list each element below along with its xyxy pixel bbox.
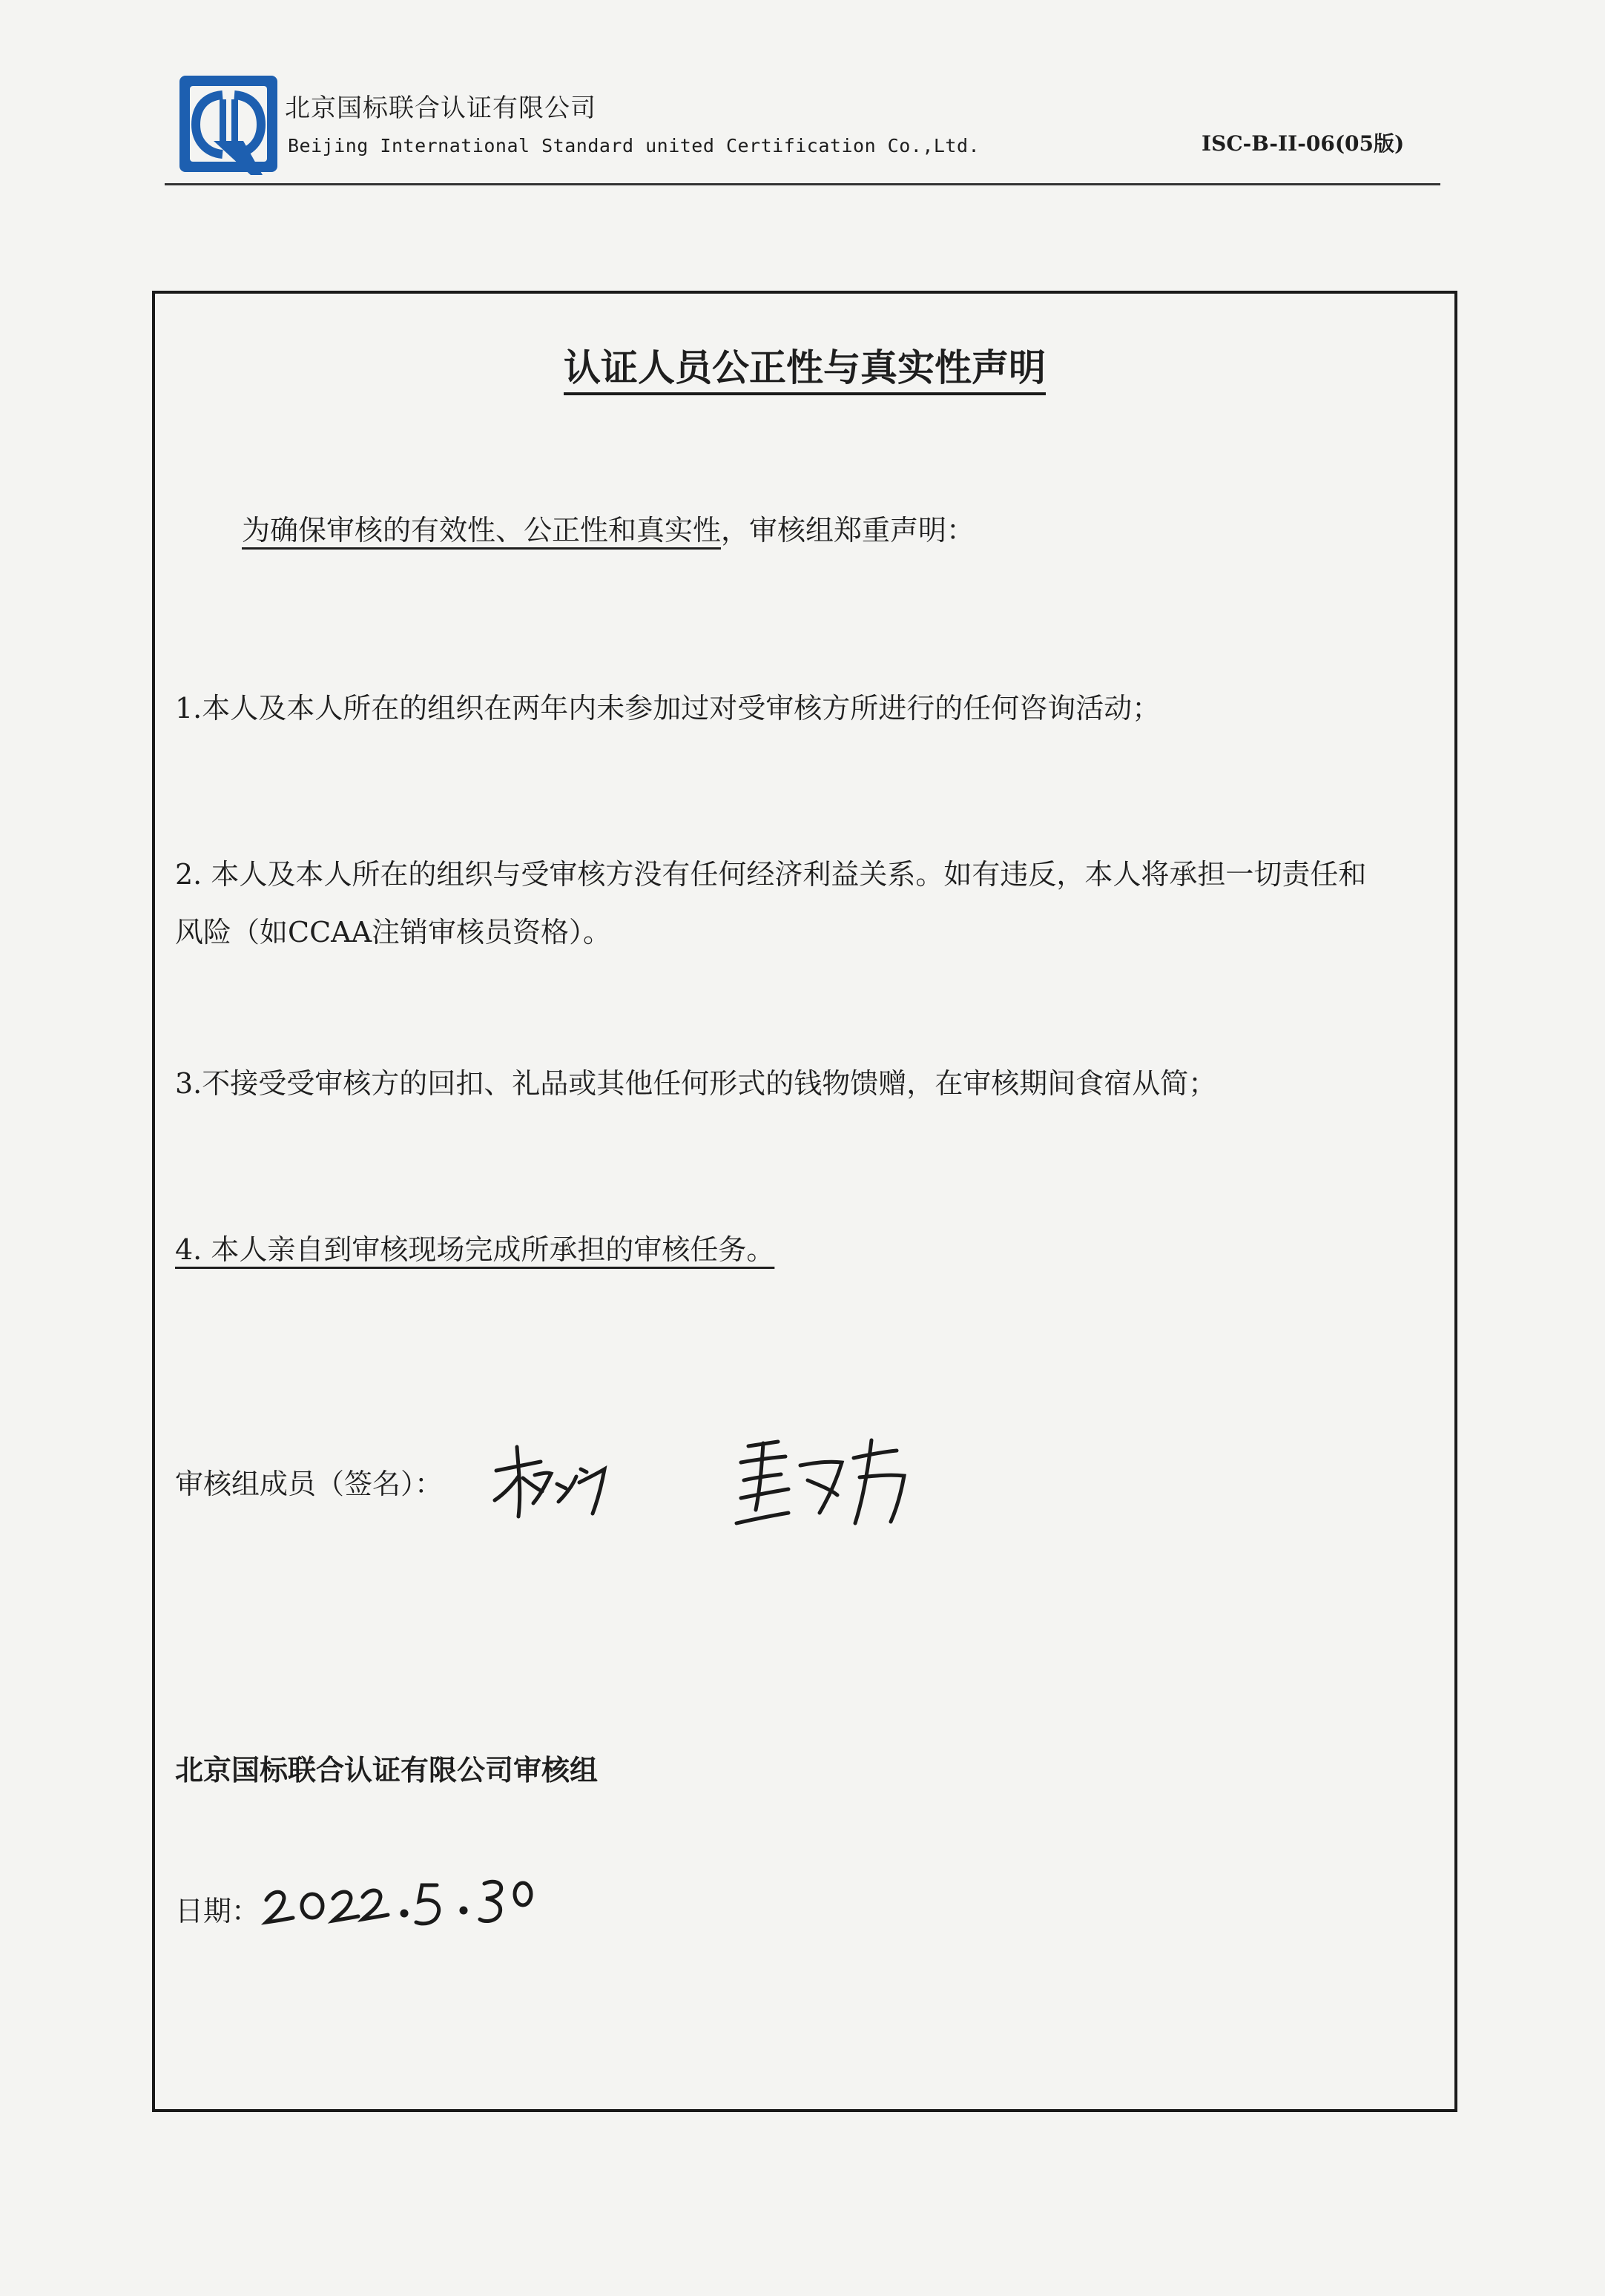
form-code: ISC-B-II-06(05版): [1202, 131, 1405, 156]
handwritten-date-icon: [259, 1857, 541, 1931]
signature-2-icon: [726, 1436, 919, 1532]
company-logo-icon: [177, 73, 280, 181]
intro-underlined-text: 为确保审核的有效性、公正性和真实性: [242, 514, 722, 547]
date-label: 日期：: [175, 1895, 260, 1927]
company-name-cn: 北京国标联合认证有限公司: [285, 93, 596, 123]
audit-team-organization: 北京国标联合认证有限公司审核组: [175, 1753, 599, 1787]
signature-label: 审核组成员（签名）：: [175, 1468, 444, 1500]
document-title-text: 认证人员公正性与真实性声明: [564, 346, 1046, 395]
declaration-item-4: 4. 本人亲自到审核现场完成所承担的审核任务。: [175, 1233, 775, 1266]
company-name-en: Beijing International Standard united Certification Co.,Ltd.: [288, 135, 981, 156]
intro-rest-text: ，审核组郑重声明：: [721, 514, 975, 547]
header-divider: [165, 183, 1440, 185]
declaration-item-3: 3.不接受受审核方的回扣、礼品或其他任何形式的钱物馈赠，在审核期间食宿从简；: [175, 1067, 1217, 1100]
declaration-item-2-line-2: 风险（如CCAA注销审核员资格）。: [175, 916, 612, 949]
declaration-frame: [152, 291, 1457, 2112]
declaration-item-1: 1.本人及本人所在的组织在两年内未参加过对受审核方所进行的任何咨询活动；: [175, 692, 1161, 725]
signature-1-icon: [489, 1439, 615, 1521]
declaration-item-2-line-1: 2. 本人及本人所在的组织与受审核方没有任何经济利益关系。如有违反，本人将承担一切责任和: [175, 858, 1367, 891]
intro-paragraph: [242, 507, 975, 548]
document-title: [155, 338, 1454, 392]
